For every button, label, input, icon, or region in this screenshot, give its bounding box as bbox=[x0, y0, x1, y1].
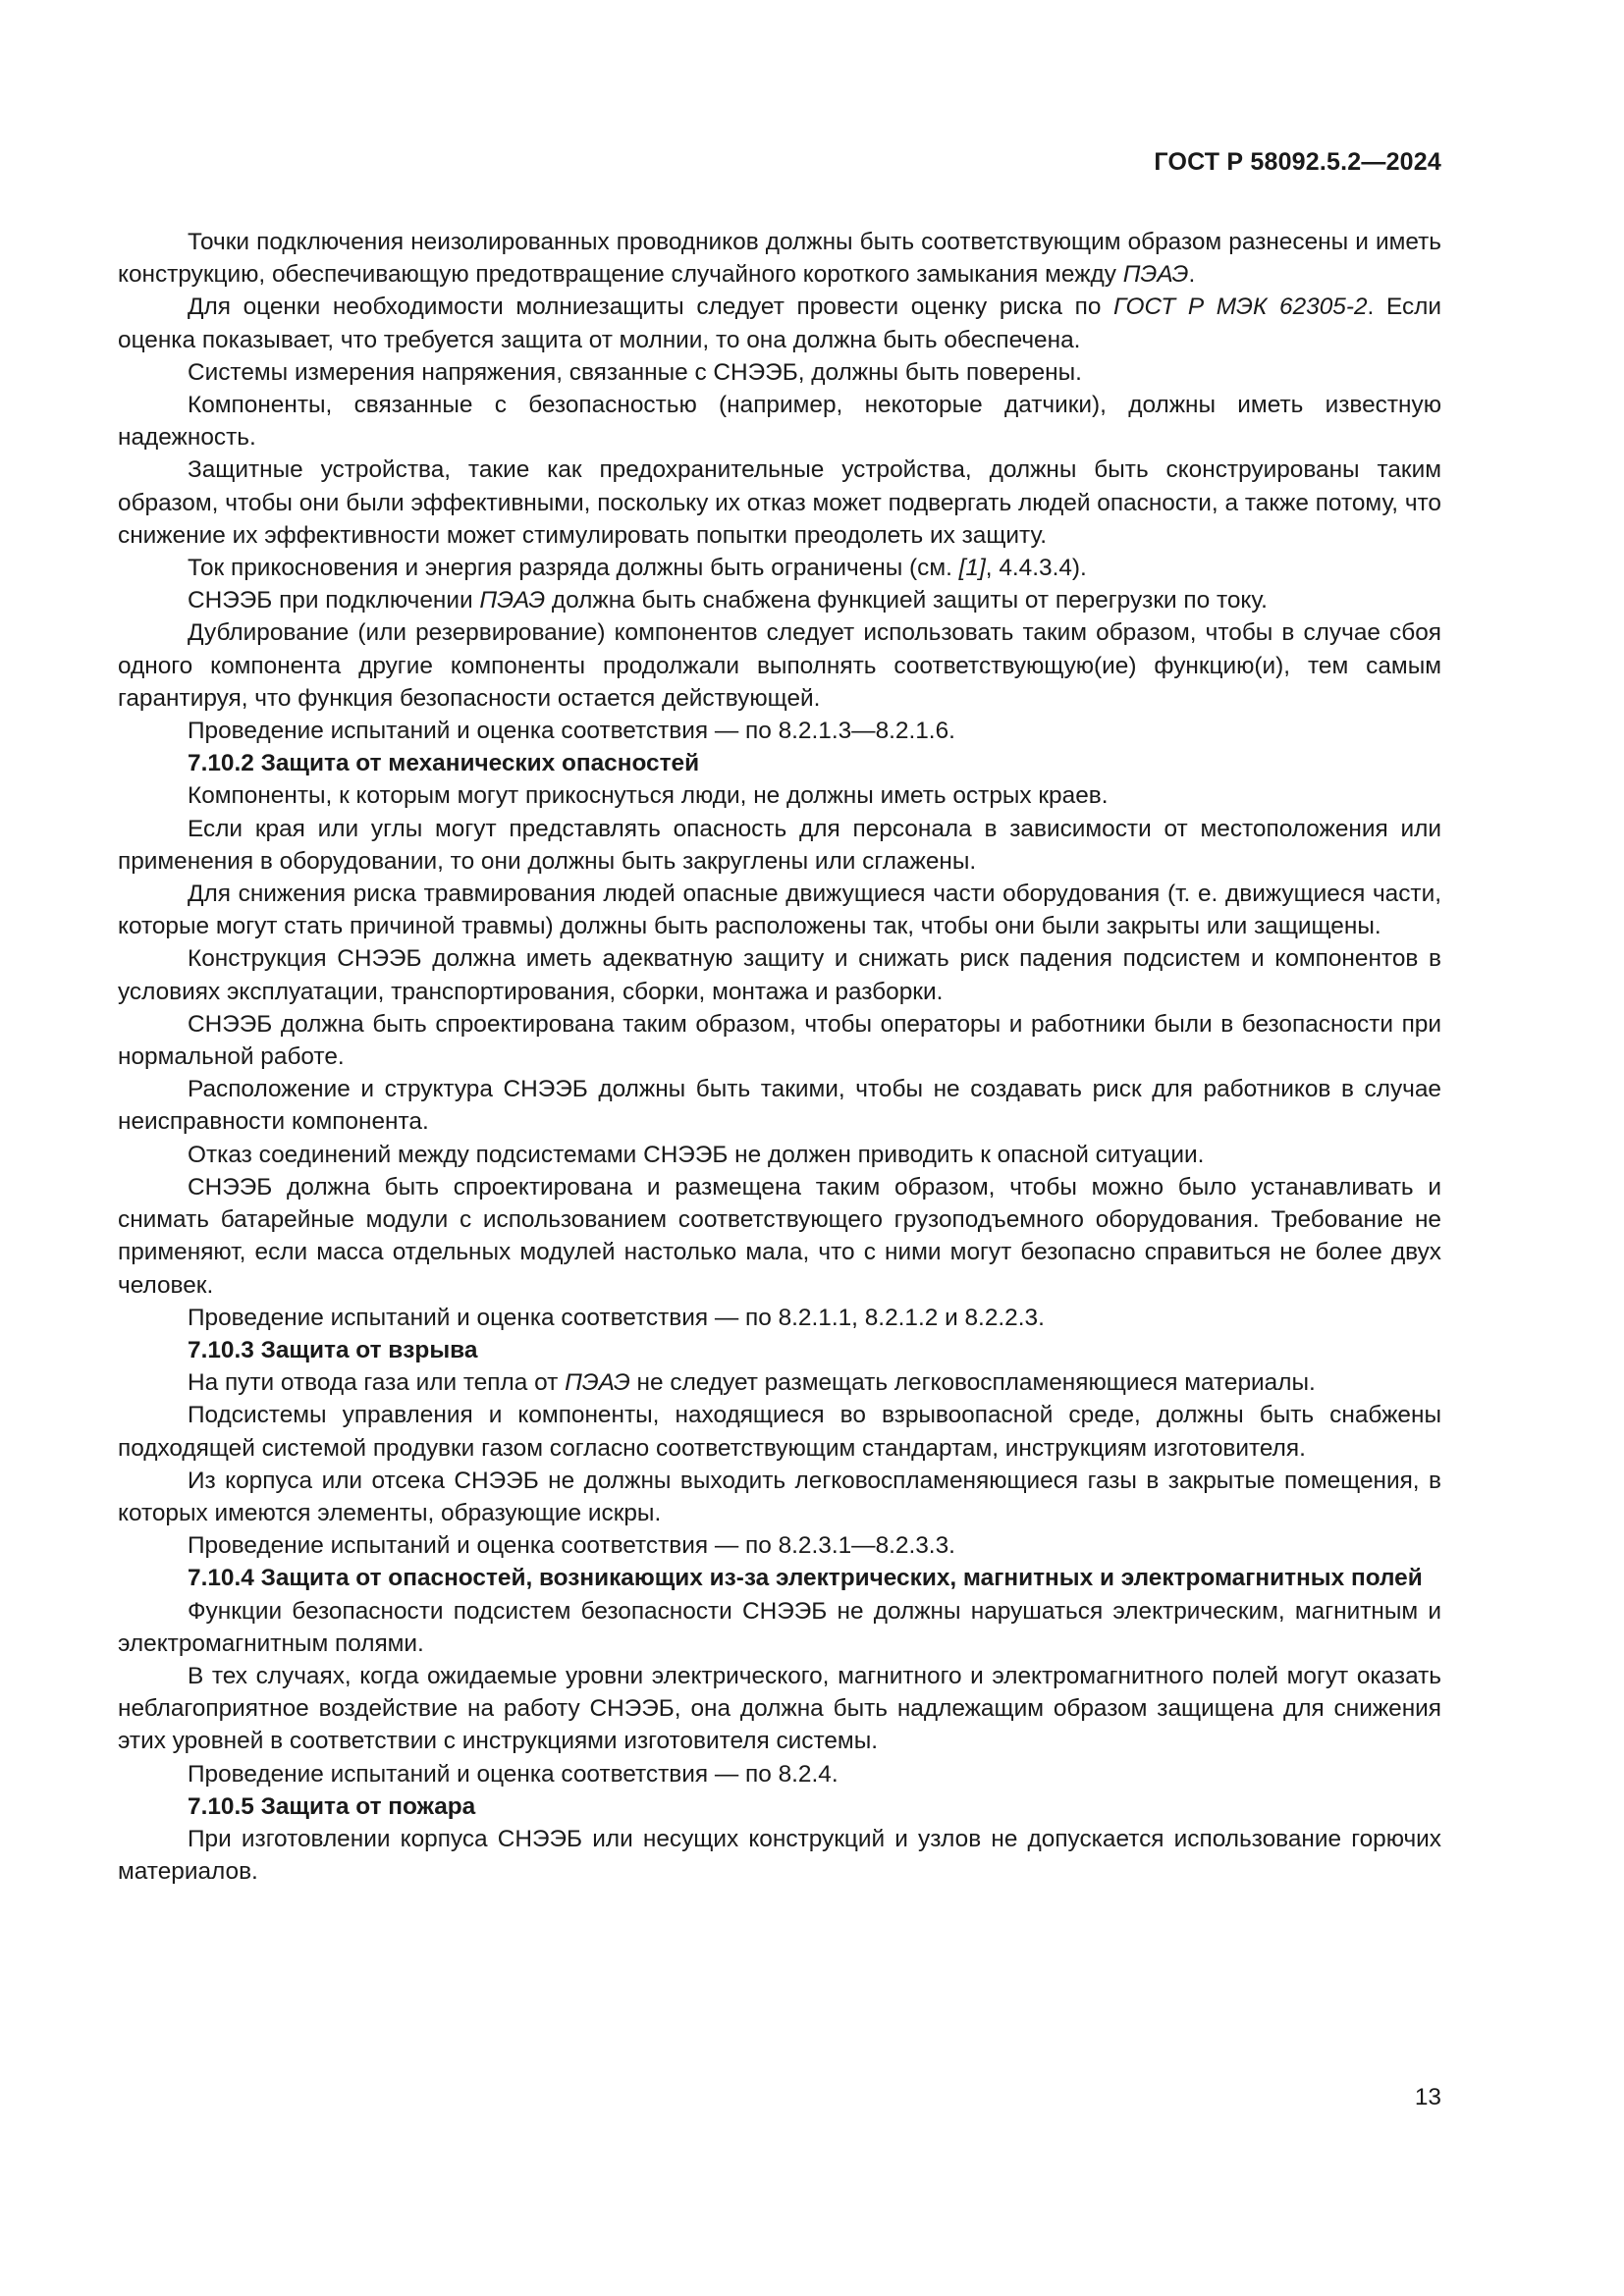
body-paragraph bbox=[118, 389, 1441, 454]
body-paragraph bbox=[118, 1399, 1441, 1464]
body-paragraph bbox=[118, 1139, 1441, 1171]
body-paragraph bbox=[118, 1660, 1441, 1758]
text-run: . bbox=[1188, 261, 1196, 289]
text-run: Для снижения риска травмирования людей опасные движущиеся части оборудования (т. е. движущиеся части, которые могут стать причиной травмы) должны быть расположены так, чтобы они были закрыты или защищены. bbox=[118, 881, 1441, 940]
text-run: Дублирование (или резервирование) компонентов следует использовать таким образом, чтобы в случае сбоя одного компонента другие компоненты продолжали выполнять соответствующую(ие) функцию(и), тем самым гарантируя, что функция безопасности остается действующей. bbox=[118, 619, 1441, 712]
body-paragraph bbox=[118, 226, 1441, 291]
body-paragraph bbox=[118, 454, 1441, 552]
section-heading bbox=[118, 747, 1441, 779]
body-paragraph bbox=[118, 291, 1441, 355]
text-run: должна быть снабжена функцией защиты от перегрузки по току. bbox=[545, 587, 1268, 614]
body-paragraph bbox=[118, 1595, 1441, 1660]
body-paragraph bbox=[118, 1171, 1441, 1302]
body-paragraph bbox=[118, 1758, 1441, 1790]
text-run: Защитные устройства, такие как предохранительные устройства, должны быть сконструированы таким образом, чтобы они были эффективными, поскольку их отказ может подвергать людей опасности, а также потому, что снижение их эффективности может стимулировать попытки преодолеть их защиту. bbox=[118, 456, 1441, 549]
body-paragraph bbox=[118, 779, 1441, 812]
text-run: Для оценки необходимости молниезащиты следует провести оценку риска по bbox=[188, 294, 1114, 321]
text-run: В тех случаях, когда ожидаемые уровни электрического, магнитного и электромагнитного полей могут оказать неблагоприятное воздействие на работу СНЭЭБ, она должна быть надлежащим образом защищена для снижения этих уровней в соответствии с инструкциями изготовителя системы. bbox=[118, 1662, 1441, 1755]
body-paragraph bbox=[118, 552, 1441, 584]
body-paragraph bbox=[118, 356, 1441, 389]
text-run: Отказ соединений между подсистемами СНЭЭБ не должен приводить к опасной ситуации. bbox=[188, 1141, 1205, 1168]
page-number: 13 bbox=[1414, 2084, 1441, 2110]
body-paragraph bbox=[118, 715, 1441, 747]
body-paragraph bbox=[118, 1823, 1441, 1888]
body-paragraph bbox=[118, 1366, 1441, 1399]
text-run: Проведение испытаний и оценка соответствия — по 8.2.1.1, 8.2.1.2 и 8.2.2.3. bbox=[188, 1304, 1045, 1331]
body-paragraph bbox=[118, 942, 1441, 1007]
text-run: Компоненты, связанные с безопасностью (например, некоторые датчики), должны иметь известную надежность. bbox=[118, 392, 1441, 452]
text-run: 7.10.3 Защита от взрыва bbox=[188, 1336, 478, 1363]
text-run: СНЭЭБ при подключении bbox=[188, 587, 480, 614]
text-run: СНЭЭБ должна быть спроектирована и размещена таким образом, чтобы можно было устанавливать и снимать батарейные модули с использованием соответствующего грузоподъемного оборудования. Требование не применяют, если масса отдельных модулей настолько мала, что с ними могут безопасно справиться не более двух человек. bbox=[118, 1173, 1441, 1299]
text-run: При изготовлении корпуса СНЭЭБ или несущих конструкций и узлов не допускается использование горючих материалов. bbox=[118, 1825, 1441, 1886]
text-run: Конструкция СНЭЭБ должна иметь адекватную защиту и снижать риск падения подсистем и компонентов в условиях эксплуатации, транспортирования, сборки, монтажа и разборки. bbox=[118, 945, 1441, 1005]
text-run: На пути отвода газа или тепла от bbox=[188, 1369, 566, 1397]
body-paragraph bbox=[118, 616, 1441, 715]
text-run: Системы измерения напряжения, связанные с СНЭЭБ, должны быть поверены. bbox=[188, 358, 1082, 386]
body-paragraph bbox=[118, 1529, 1441, 1562]
italic-reference: ПЭАЭ bbox=[479, 587, 546, 614]
text-run: Расположение и структура СНЭЭБ должны быть такими, чтобы не создавать риск для работников в случае неисправности компонента. bbox=[118, 1076, 1441, 1136]
text-run: Из корпуса или отсека СНЭЭБ не должны выходить легковоспламеняющиеся газы в закрытые помещения, в которых имеются элементы, образующие искры. bbox=[118, 1467, 1441, 1526]
body-paragraph bbox=[118, 1465, 1441, 1529]
text-run: Если края или углы могут представлять опасность для персонала в зависимости от местоположения или применения в оборудовании, то они должны быть закруглены или сглажены. bbox=[118, 815, 1441, 875]
text-run: Проведение испытаний и оценка соответствия — по 8.2.1.3—8.2.1.6. bbox=[188, 718, 955, 745]
text-run: Проведение испытаний и оценка соответствия — по 8.2.3.1—8.2.3.3. bbox=[188, 1532, 955, 1560]
italic-reference: ПЭАЭ bbox=[1122, 261, 1189, 289]
body-paragraph bbox=[118, 1008, 1441, 1073]
section-heading bbox=[118, 1790, 1441, 1823]
text-run: . Если оценка показывает, что требуется защита от молнии, то она должна быть обеспечена. bbox=[118, 294, 1442, 353]
text-run: СНЭЭБ должна быть спроектирована таким образом, чтобы операторы и работники были в безопасности при нормальной работе. bbox=[118, 1010, 1441, 1071]
text-run: не следует размещать легковоспламеняющиеся материалы. bbox=[629, 1369, 1316, 1397]
body-paragraph bbox=[118, 584, 1441, 616]
text-run: Компоненты, к которым могут прикоснуться люди, не должны иметь острых краев. bbox=[188, 782, 1109, 810]
text-run: 7.10.5 Защита от пожара bbox=[188, 1792, 476, 1820]
italic-reference: [1] bbox=[958, 555, 986, 582]
text-run: Проведение испытаний и оценка соответствия — по 8.2.4. bbox=[188, 1760, 839, 1788]
italic-reference: ГОСТ Р МЭК 62305-2 bbox=[1113, 294, 1368, 321]
body-paragraph bbox=[118, 1302, 1441, 1334]
body-paragraph bbox=[118, 878, 1441, 942]
text-run: , 4.4.3.4). bbox=[985, 555, 1087, 582]
text-run: 7.10.2 Защита от механических опасностей bbox=[188, 750, 700, 777]
text-run: Функции безопасности подсистем безопасности СНЭЭБ не должны нарушаться электрическим, магнитным и электромагнитным полями. bbox=[118, 1597, 1441, 1657]
standard-id-header: ГОСТ Р 58092.5.2—2024 bbox=[1154, 148, 1441, 176]
text-run: Точки подключения неизолированных проводников должны быть соответствующим образом разнесены и иметь конструкцию, обеспечивающую предотвращение случайного короткого замыкания между bbox=[118, 229, 1441, 289]
italic-reference: ПЭАЭ bbox=[565, 1369, 630, 1397]
section-heading bbox=[118, 1562, 1441, 1594]
body-paragraph bbox=[118, 813, 1441, 878]
body-paragraph bbox=[118, 1073, 1441, 1138]
text-run: 7.10.4 Защита от опасностей, возникающих из-за электрических, магнитных и электромагнитных полей bbox=[188, 1565, 1423, 1592]
section-heading bbox=[118, 1334, 1441, 1366]
text-run: Подсистемы управления и компоненты, находящиеся во взрывоопасной среде, должны быть снабжены подходящей системой продувки газом согласно соответствующим стандартам, инструкциям изготовителя. bbox=[118, 1402, 1441, 1462]
document-body bbox=[118, 226, 1441, 1888]
text-run: Ток прикосновения и энергия разряда должны быть ограничены (см. bbox=[188, 555, 959, 582]
